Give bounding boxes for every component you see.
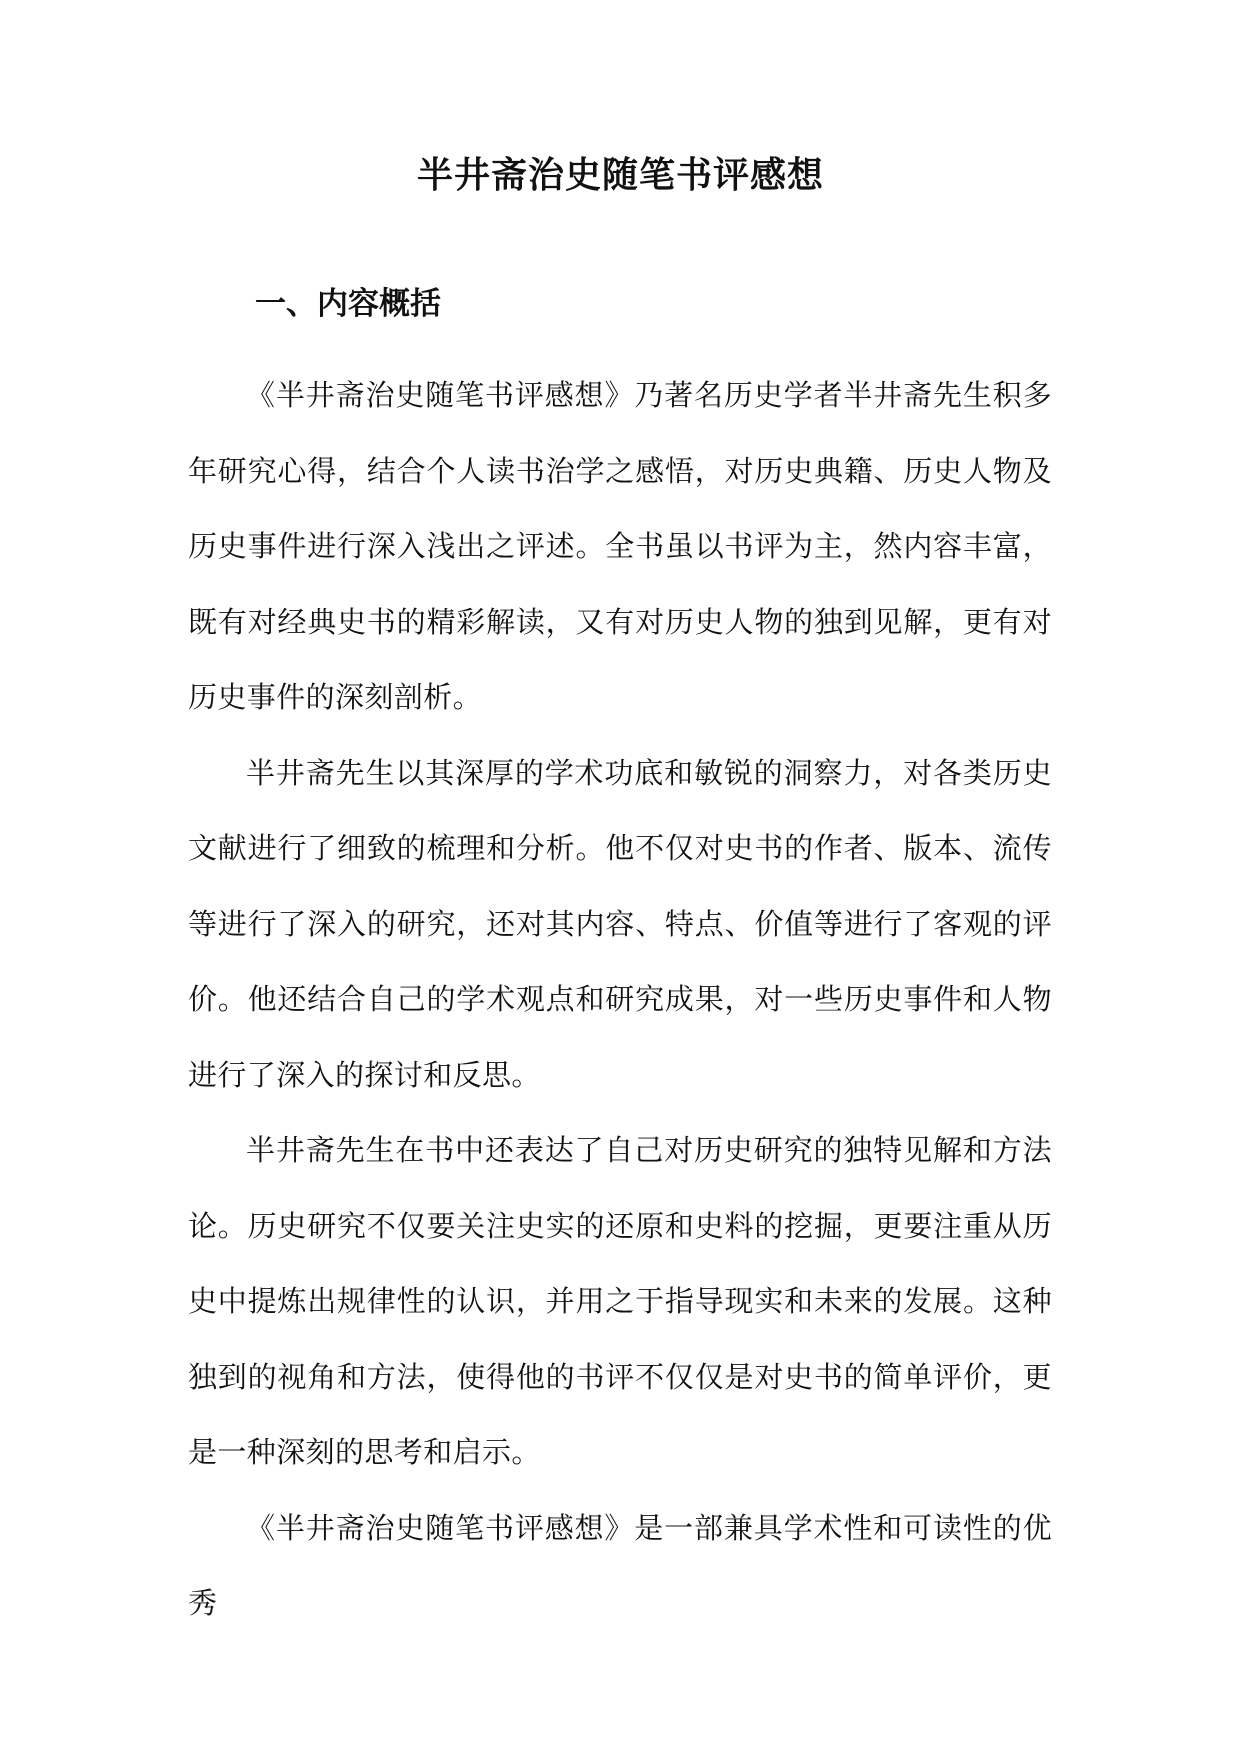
- paragraph: 《半井斋治史随笔书评感想》乃著名历史学者半井斋先生积多年研究心得，结合个人读书治学之感悟，对历史典籍、历史人物及历史事件进行深入浅出之评述。全书虽以书评为主，然内容丰富，既有对经典史书的精彩解读，又有对历史人物的独到见解，更有对历史事件的深刻剖析。: [188, 378, 1052, 714]
- paragraph: 《半井斋治史随笔书评感想》是一部兼具学术性和可读性的优秀: [188, 1510, 1052, 1620]
- paragraph: 半井斋先生在书中还表达了自己对历史研究的独特见解和方法论。历史研究不仅要关注史实的还原和史料的挖掘，更要注重从历史中提炼出规律性的认识，并用之于指导现实和未来的发展。这种独到的视角和方法，使得他的书评不仅仅是对史书的简单评价，更是一种深刻的思考和启示。: [188, 1133, 1052, 1469]
- section-heading: 一、内容概括: [255, 286, 441, 322]
- paragraph: 半井斋先生以其深厚的学术功底和敏锐的洞察力，对各类历史文献进行了细致的梳理和分析。他不仅对史书的作者、版本、流传等进行了深入的研究，还对其内容、特点、价值等进行了客观的评价。他还结合自己的学术观点和研究成果，对一些历史事件和人物进行了深入的探讨和反思。: [188, 755, 1052, 1092]
- body-text: [188, 358, 1052, 1642]
- document-title: 半井斋治史随笔书评感想: [416, 155, 824, 196]
